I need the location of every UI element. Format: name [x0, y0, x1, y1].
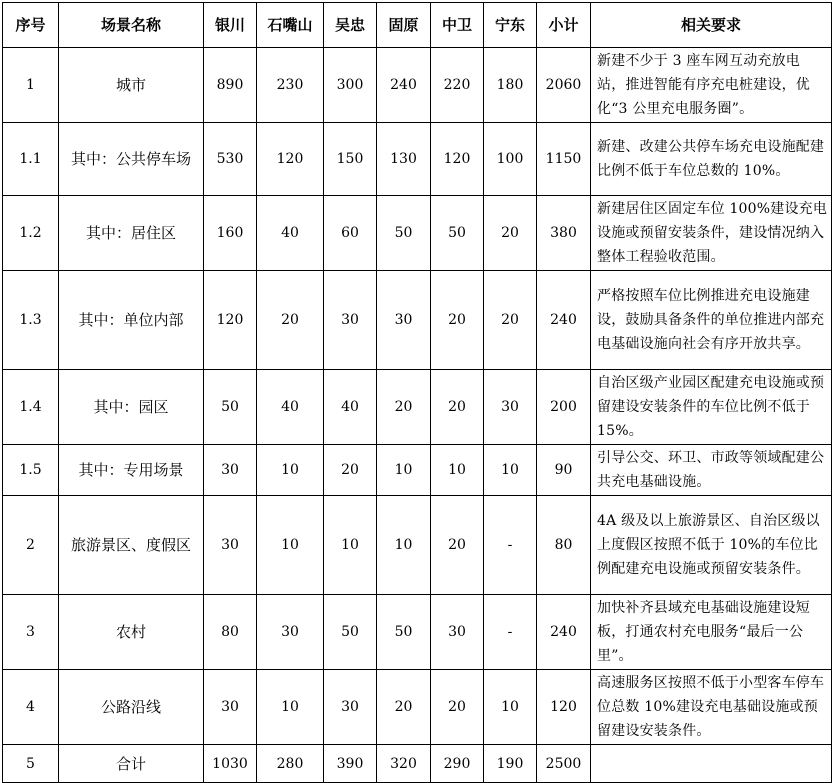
zhongwei-value: 30: [431, 595, 484, 670]
table-row: [3, 445, 832, 496]
requirement-text: 严格按照车位比例推进充电设施建设，鼓励具备条件的单位推进内部充电基础设施向社会有序开放共享。: [591, 271, 832, 370]
table-row: [3, 48, 832, 123]
zhongwei-value: 10: [431, 445, 484, 496]
guyuan-value: 20: [377, 370, 431, 445]
subtotal-value: 200: [537, 370, 591, 445]
row-number: 1.4: [3, 370, 59, 445]
ningdong-value: 100: [484, 123, 537, 196]
scene-name: 其中：单位内部: [59, 271, 204, 370]
header-cell: 石嘴山: [257, 3, 324, 48]
yinchuan-value: 530: [204, 123, 257, 196]
shizuishan-value: 10: [257, 670, 324, 745]
ningdong-value: 10: [484, 670, 537, 745]
yinchuan-value: 160: [204, 196, 257, 271]
zhongwei-value: 20: [431, 670, 484, 745]
header-cell: 固原: [377, 3, 431, 48]
header-cell: 相关要求: [591, 3, 832, 48]
zhongwei-value: 220: [431, 48, 484, 123]
table-row: [3, 670, 832, 745]
requirement-text: 4A 级及以上旅游景区、自治区级以上度假区按照不低于 10%的车位比例配建充电设施或预留安装条件。: [591, 496, 832, 595]
zhongwei-value: 20: [431, 496, 484, 595]
shizuishan-value: 120: [257, 123, 324, 196]
table-row: [3, 595, 832, 670]
wuzhong-value: 30: [324, 670, 377, 745]
row-number: 1.5: [3, 445, 59, 496]
guyuan-value: 50: [377, 196, 431, 271]
requirement-text: 引导公交、环卫、市政等领域配建公共充电基础设施。: [591, 445, 832, 496]
yinchuan-value: 890: [204, 48, 257, 123]
scene-name: 农村: [59, 595, 204, 670]
wuzhong-value: 390: [324, 745, 377, 783]
table-row: [3, 271, 832, 370]
shizuishan-value: 20: [257, 271, 324, 370]
subtotal-value: 120: [537, 670, 591, 745]
ningdong-value: 180: [484, 48, 537, 123]
guyuan-value: 20: [377, 670, 431, 745]
header-cell: 场景名称: [59, 3, 204, 48]
guyuan-value: 130: [377, 123, 431, 196]
header-row: [3, 3, 832, 48]
subtotal-value: 240: [537, 271, 591, 370]
ningdong-value: 30: [484, 370, 537, 445]
ningdong-value: 10: [484, 445, 537, 496]
wuzhong-value: 150: [324, 123, 377, 196]
row-number: 4: [3, 670, 59, 745]
header-cell: 宁东: [484, 3, 537, 48]
header-cell: 序号: [3, 3, 59, 48]
yinchuan-value: 80: [204, 595, 257, 670]
yinchuan-value: 1030: [204, 745, 257, 783]
table-row: [3, 745, 832, 783]
row-number: 1.2: [3, 196, 59, 271]
row-number: 3: [3, 595, 59, 670]
shizuishan-value: 230: [257, 48, 324, 123]
ningdong-value: 190: [484, 745, 537, 783]
guyuan-value: 240: [377, 48, 431, 123]
row-number: 2: [3, 496, 59, 595]
row-number: 1: [3, 48, 59, 123]
guyuan-value: 10: [377, 445, 431, 496]
subtotal-value: 2500: [537, 745, 591, 783]
wuzhong-value: 10: [324, 496, 377, 595]
wuzhong-value: 300: [324, 48, 377, 123]
shizuishan-value: 40: [257, 370, 324, 445]
row-number: 5: [3, 745, 59, 783]
yinchuan-value: 50: [204, 370, 257, 445]
requirement-text: 高速服务区按照不低于小型客车停车位总数 10%建设充电基础设施或预留建设安装条件。: [591, 670, 832, 745]
shizuishan-value: 40: [257, 196, 324, 271]
subtotal-value: 380: [537, 196, 591, 271]
scene-name: 其中：专用场景: [59, 445, 204, 496]
zhongwei-value: 50: [431, 196, 484, 271]
table-row: [3, 196, 832, 271]
shizuishan-value: 10: [257, 496, 324, 595]
scene-name: 其中：园区: [59, 370, 204, 445]
requirement-text: 自治区级产业园区配建充电设施或预留建设安装条件的车位比例不低于 15%。: [591, 370, 832, 445]
requirement-text: [591, 745, 832, 783]
subtotal-value: 240: [537, 595, 591, 670]
ningdong-value: -: [484, 496, 537, 595]
zhongwei-value: 120: [431, 123, 484, 196]
yinchuan-value: 30: [204, 445, 257, 496]
header-cell: 小计: [537, 3, 591, 48]
subtotal-value: 2060: [537, 48, 591, 123]
header-cell: 中卫: [431, 3, 484, 48]
shizuishan-value: 280: [257, 745, 324, 783]
wuzhong-value: 20: [324, 445, 377, 496]
requirement-text: 新建不少于 3 座车网互动充放电站，推进智能有序充电桩建设，优化“3 公里充电服务圈”。: [591, 48, 832, 123]
requirement-text: 新建居住区固定车位 100%建设充电设施或预留安装条件，建设情况纳入整体工程验收范围。: [591, 196, 832, 271]
row-number: 1.3: [3, 271, 59, 370]
scene-name: 城市: [59, 48, 204, 123]
shizuishan-value: 30: [257, 595, 324, 670]
header-cell: 吴忠: [324, 3, 377, 48]
charging-plan-table: [2, 2, 832, 783]
wuzhong-value: 40: [324, 370, 377, 445]
wuzhong-value: 50: [324, 595, 377, 670]
subtotal-value: 80: [537, 496, 591, 595]
guyuan-value: 30: [377, 271, 431, 370]
yinchuan-value: 30: [204, 670, 257, 745]
ningdong-value: -: [484, 595, 537, 670]
header-cell: 银川: [204, 3, 257, 48]
ningdong-value: 20: [484, 271, 537, 370]
requirement-text: 加快补齐县域充电基础设施建设短板，打通农村充电服务“最后一公里”。: [591, 595, 832, 670]
subtotal-value: 1150: [537, 123, 591, 196]
table-row: [3, 370, 832, 445]
wuzhong-value: 60: [324, 196, 377, 271]
table-row: [3, 123, 832, 196]
table-row: [3, 496, 832, 595]
yinchuan-value: 120: [204, 271, 257, 370]
yinchuan-value: 30: [204, 496, 257, 595]
scene-name: 合计: [59, 745, 204, 783]
row-number: 1.1: [3, 123, 59, 196]
scene-name: 其中：公共停车场: [59, 123, 204, 196]
scene-name: 公路沿线: [59, 670, 204, 745]
shizuishan-value: 10: [257, 445, 324, 496]
wuzhong-value: 30: [324, 271, 377, 370]
guyuan-value: 320: [377, 745, 431, 783]
ningdong-value: 20: [484, 196, 537, 271]
subtotal-value: 90: [537, 445, 591, 496]
zhongwei-value: 20: [431, 271, 484, 370]
guyuan-value: 50: [377, 595, 431, 670]
zhongwei-value: 290: [431, 745, 484, 783]
zhongwei-value: 20: [431, 370, 484, 445]
requirement-text: 新建、改建公共停车场充电设施配建比例不低于车位总数的 10%。: [591, 123, 832, 196]
scene-name: 其中：居住区: [59, 196, 204, 271]
scene-name: 旅游景区、度假区: [59, 496, 204, 595]
guyuan-value: 10: [377, 496, 431, 595]
